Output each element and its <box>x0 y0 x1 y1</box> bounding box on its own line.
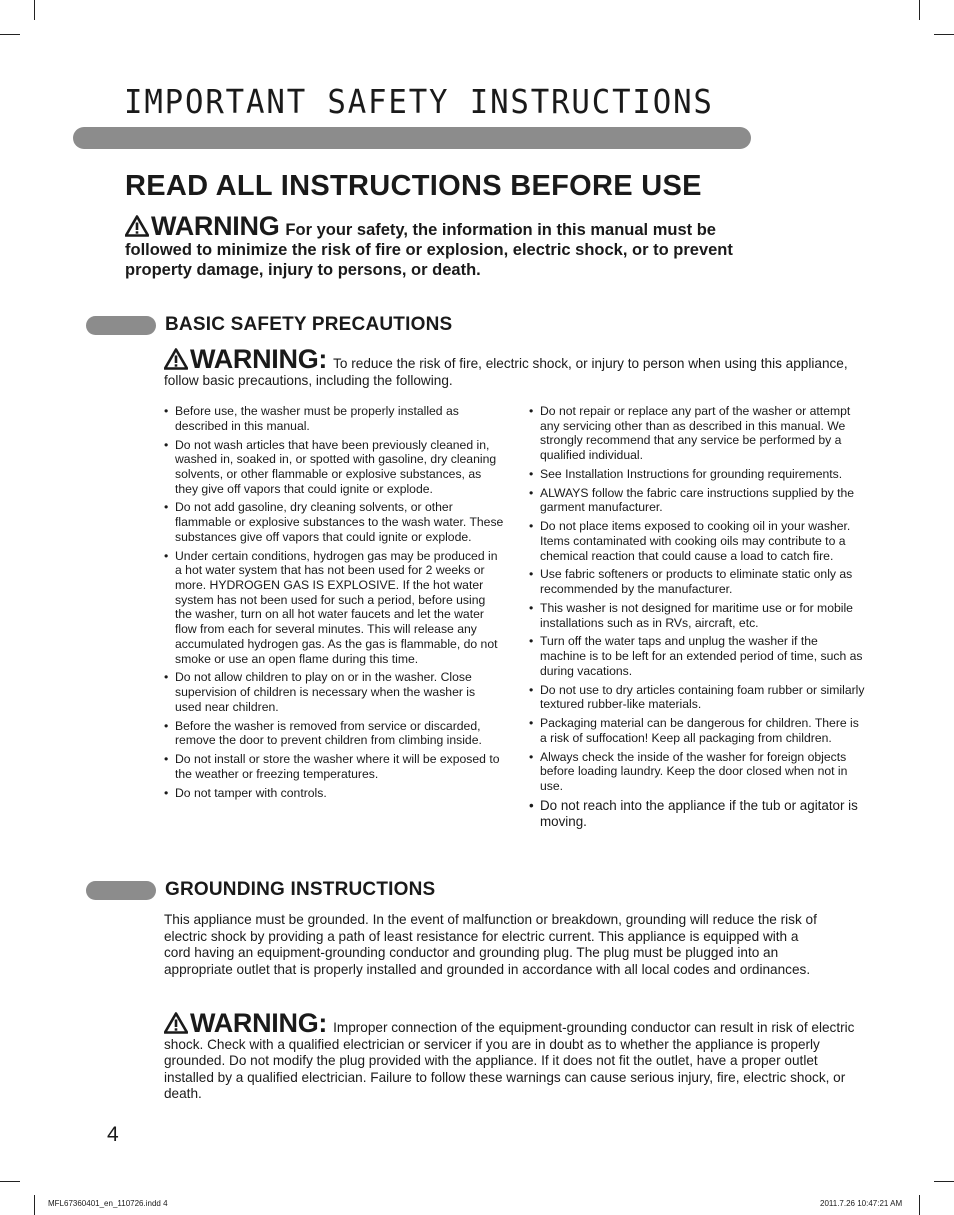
bullet-item: • This washer is not designed for maritime use or for mobile installations such as in RVs, aircraft, etc. <box>529 601 866 630</box>
crop-mark <box>919 1195 920 1215</box>
warning-label: WARNING: <box>190 1008 328 1038</box>
bullet-item: • Do not reach into the appliance if the tub or agitator is moving. <box>529 798 866 831</box>
crop-mark <box>0 1181 20 1182</box>
header-bar <box>73 127 751 149</box>
intro-warning <box>125 211 785 280</box>
bullet-item: • Do not allow children to play on or in the washer. Close supervision of children is necessary when the washer is used near children. <box>164 670 504 714</box>
basic-safety-warning <box>164 344 859 389</box>
bullet-item: • ALWAYS follow the fabric care instructions supplied by the garment manufacturer. <box>529 486 866 515</box>
warning-triangle-icon <box>164 1012 188 1034</box>
crop-mark <box>34 1195 35 1215</box>
grounding-title: GROUNDING INSTRUCTIONS <box>165 879 436 900</box>
bullet-item: • Turn off the water taps and unplug the washer if the machine is to be left for an extended period of time, such as during vacations. <box>529 634 866 678</box>
bullet-item: • Do not tamper with controls. <box>164 786 504 801</box>
bullet-item: • Before use, the washer must be properly installed as described in this manual. <box>164 404 504 433</box>
bullet-item: • Do not wash articles that have been previously cleaned in, washed in, soaked in, or spotted with gasoline, dry cleaning solvents, or other flammable or explosive substances, as they give off vapors that could ignite or explode. <box>164 438 504 497</box>
crop-mark <box>0 34 20 35</box>
bullet-item: • Packaging material can be dangerous for children. There is a risk of suffocation! Keep all packaging from children. <box>529 716 866 745</box>
grounding-warning-text: Improper connection of the equipment-grounding conductor can result in risk of electric shock. Check with a qualified electrician or servicer if you are in doubt as to whether the appliance is properly grounded. Do not modify the plug provided with the appliance. If it does not fit the outlet, have a proper outlet installed by a qualified electrician. Failure to follow these warnings can cause serious injury, fire, electric shock, or death. <box>164 1020 855 1102</box>
bullet-item: • Always check the inside of the washer for foreign objects before loading laundry. Keep the door closed when not in use. <box>529 750 866 794</box>
bullet-item: • Do not install or store the washer where it will be exposed to the weather or freezing temperatures. <box>164 752 504 781</box>
bullet-item: • Do not repair or replace any part of the washer or attempt any servicing other than as described in this manual. We strongly recommend that any service be performed by a qualified individual. <box>529 404 866 463</box>
basic-safety-warning-text: To reduce the risk of fire, electric shock, or injury to person when using this appliance, follow basic precautions, including the following. <box>164 356 848 388</box>
left-bullet-list <box>164 404 504 804</box>
bullet-item: • Under certain conditions, hydrogen gas may be produced in a hot water system that has not been used for 2 weeks or more. HYDROGEN GAS IS EXPLOSIVE. If the hot water system has not been used for such a period, before using the washer, turn on all hot water faucets and let the water flow from each for several minutes. This will release any accumulated hydrogen gas. As the gas is flammable, do not smoke or use an open flame during this time. <box>164 549 504 667</box>
right-bullet-list <box>529 404 866 835</box>
grounding-warning <box>164 1008 864 1103</box>
bullet-item: • Before the washer is removed from service or discarded, remove the door to prevent children from climbing inside. <box>164 719 504 748</box>
section-marker <box>86 316 156 335</box>
page-number: 4 <box>107 1123 119 1146</box>
warning-triangle-icon <box>125 215 149 237</box>
intro-warning-text: For your safety, the information in this manual must be followed to minimize the risk of fire or explosion, electric shock, or to prevent property damage, injury to persons, or death. <box>125 221 733 279</box>
bullet-item: • Use fabric softeners or products to eliminate static only as recommended by the manufacturer. <box>529 567 866 596</box>
bullet-item: • Do not place items exposed to cooking oil in your washer. Items contaminated with cooking oils may contribute to a chemical reaction that could cause a load to catch fire. <box>529 519 866 563</box>
section-marker <box>86 881 156 900</box>
bullet-item: • Do not use to dry articles containing foam rubber or similarly textured rubber-like materials. <box>529 683 866 712</box>
warning-label: WARNING: <box>190 344 328 374</box>
bullet-item: • Do not add gasoline, dry cleaning solvents, or other flammable or explosive substances to the wash water. These substances give off vapors that could ignite or explode. <box>164 500 504 544</box>
footer-file-name: MFL67360401_en_110726.indd 4 <box>48 1199 168 1208</box>
basic-safety-title: BASIC SAFETY PRECAUTIONS <box>165 314 453 335</box>
main-title: READ ALL INSTRUCTIONS BEFORE USE <box>125 170 702 202</box>
crop-mark <box>934 34 954 35</box>
grounding-text: This appliance must be grounded. In the event of malfunction or breakdown, grounding will reduce the risk of electric shock by providing a path of least resistance for electric current. This appliance is equipped with a cord having an equipment-grounding conductor and grounding plug. The plug must be plugged into an appropriate outlet that is properly installed and grounded in accordance with all local codes and ordinances. <box>164 912 817 977</box>
warning-triangle-icon <box>164 348 188 370</box>
footer-timestamp: 2011.7.26 10:47:21 AM <box>820 1199 903 1208</box>
crop-mark <box>919 0 920 20</box>
crop-mark <box>34 0 35 20</box>
crop-mark <box>934 1181 954 1182</box>
warning-label: WARNING <box>151 211 280 241</box>
page-header-title: IMPORTANT SAFETY INSTRUCTIONS <box>124 82 714 121</box>
bullet-item: • See Installation Instructions for grounding requirements. <box>529 467 866 482</box>
